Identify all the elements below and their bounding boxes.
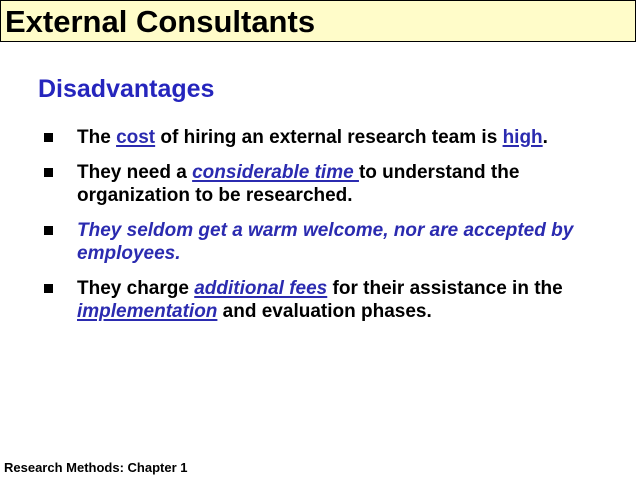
- bullet-item-fees: [44, 277, 624, 323]
- square-bullet-icon: [44, 133, 53, 142]
- bullet-text: .: [542, 127, 548, 148]
- square-bullet-icon: [44, 168, 53, 177]
- keyword-implementation: implementation: [77, 301, 218, 322]
- title-bar: [0, 0, 636, 42]
- bullet-item-welcome: [44, 219, 624, 265]
- keyword-high: high: [502, 127, 543, 148]
- bullet-list: [44, 126, 624, 335]
- keyword-cost: cost: [116, 127, 156, 148]
- bullet-text: The: [77, 127, 117, 148]
- bullet-text: of hiring an external research team is: [155, 127, 503, 148]
- bullet-item-time: [44, 161, 624, 207]
- keyword-considerable-time: considerable time: [192, 162, 359, 183]
- subheading-disadvantages: Disadvantages: [38, 75, 215, 103]
- bullet-text: for their assistance in the: [327, 278, 563, 299]
- bullet-text: They need a: [77, 162, 193, 183]
- square-bullet-icon: [44, 284, 53, 293]
- slide-title: External Consultants: [5, 4, 316, 39]
- bullet-text-emphasis: They seldom get a warm welcome, nor are accepted by employees.: [77, 220, 574, 264]
- keyword-additional-fees: additional fees: [194, 278, 328, 299]
- bullet-text: and evaluation phases.: [217, 301, 432, 322]
- footer-chapter-label: Research Methods: Chapter 1: [4, 460, 188, 475]
- bullet-text: They charge: [77, 278, 195, 299]
- bullet-item-cost: [44, 126, 624, 149]
- square-bullet-icon: [44, 226, 53, 235]
- bullet-text: to understand the organization to be researched.: [77, 162, 520, 206]
